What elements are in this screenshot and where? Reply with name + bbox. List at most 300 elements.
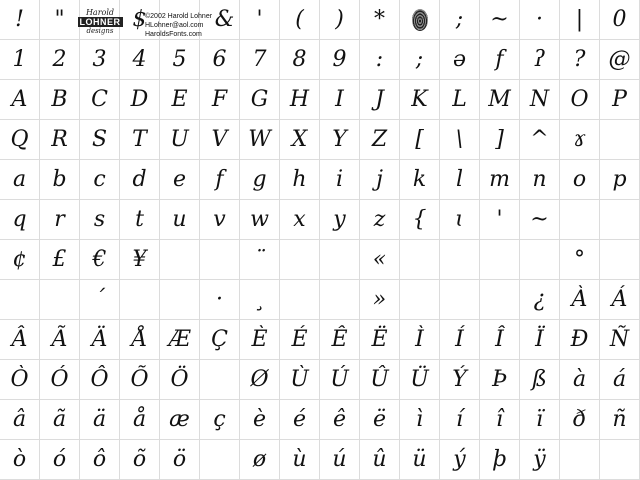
glyph: t xyxy=(135,206,144,232)
glyph-cell xyxy=(560,280,600,320)
glyph: Ô xyxy=(90,366,109,392)
glyph: ° xyxy=(574,246,585,272)
glyph-cell xyxy=(320,240,360,280)
glyph: ¿ xyxy=(533,286,546,312)
glyph-cell xyxy=(440,400,480,440)
glyph-cell xyxy=(120,160,160,200)
glyph-cell xyxy=(360,80,400,120)
glyph-cell xyxy=(440,80,480,120)
glyph: 2 xyxy=(52,46,67,72)
glyph: L xyxy=(452,86,467,112)
glyph: õ xyxy=(132,446,147,472)
glyph: r xyxy=(54,206,65,232)
glyph-cell xyxy=(120,200,160,240)
glyph-cell xyxy=(560,200,600,240)
glyph-cell xyxy=(40,400,80,440)
glyph-cell xyxy=(600,240,640,280)
glyph-cell xyxy=(120,280,160,320)
glyph: ' xyxy=(496,206,503,232)
glyph-cell xyxy=(120,40,160,80)
glyph-cell xyxy=(40,0,80,40)
glyph: Î xyxy=(495,326,504,352)
glyph: ú xyxy=(332,446,347,472)
glyph-cell xyxy=(200,360,240,400)
glyph: k xyxy=(412,166,427,192)
glyph-cell xyxy=(440,200,480,240)
glyph-cell xyxy=(400,160,440,200)
glyph: Â xyxy=(11,326,28,352)
glyph-cell xyxy=(160,320,200,360)
glyph-cell xyxy=(40,240,80,280)
glyph: B xyxy=(51,86,68,112)
glyph: W xyxy=(248,126,271,152)
glyph: A xyxy=(11,86,28,112)
glyph-cell xyxy=(600,160,640,200)
glyph-cell xyxy=(80,280,120,320)
glyph: D xyxy=(130,86,149,112)
glyph: £ xyxy=(52,246,67,272)
glyph-cell xyxy=(400,40,440,80)
glyph: T xyxy=(132,126,147,152)
glyph-cell xyxy=(400,400,440,440)
glyph-cell xyxy=(520,400,560,440)
glyph-cell xyxy=(600,440,640,480)
glyph-cell xyxy=(200,160,240,200)
glyph-cell xyxy=(440,440,480,480)
glyph: è xyxy=(252,406,267,432)
glyph: Ê xyxy=(331,326,348,352)
glyph-cell xyxy=(520,120,560,160)
glyph-cell xyxy=(40,40,80,80)
glyph-cell xyxy=(440,280,480,320)
glyph-cell xyxy=(480,360,520,400)
glyph-cell xyxy=(240,400,280,440)
glyph-cell xyxy=(240,440,280,480)
glyph: 5 xyxy=(172,46,187,72)
glyph: | xyxy=(575,6,584,32)
copyright-text: ©2002 Harold Lohner xyxy=(145,13,213,20)
glyph: þ xyxy=(492,446,507,472)
glyph-cell xyxy=(80,360,120,400)
glyph: ÿ xyxy=(533,446,546,472)
logo-line-1: Harold xyxy=(85,8,115,17)
glyph-cell xyxy=(0,320,40,360)
glyph-cell xyxy=(320,160,360,200)
glyph: ɤ xyxy=(573,126,586,152)
glyph: G xyxy=(250,86,269,112)
glyph-cell xyxy=(160,400,200,440)
glyph: J xyxy=(375,86,384,112)
glyph-cell xyxy=(520,440,560,480)
glyph-cell xyxy=(80,40,120,80)
glyph-cell xyxy=(480,120,520,160)
glyph-cell xyxy=(520,320,560,360)
glyph-cell xyxy=(440,320,480,360)
glyph-cell xyxy=(400,360,440,400)
glyph-cell xyxy=(400,280,440,320)
glyph-cell xyxy=(320,320,360,360)
glyph-cell xyxy=(40,280,80,320)
glyph-cell xyxy=(560,0,600,40)
glyph-cell xyxy=(440,360,480,400)
glyph-cell xyxy=(320,400,360,440)
glyph-cell xyxy=(240,80,280,120)
glyph: \ xyxy=(455,126,464,152)
glyph-cell xyxy=(360,440,400,480)
glyph: Ñ xyxy=(609,326,630,352)
glyph-cell xyxy=(480,320,520,360)
glyph: ø xyxy=(252,446,267,472)
glyph-cell xyxy=(0,200,40,240)
glyph: Þ xyxy=(492,366,507,392)
glyph-cell xyxy=(280,400,320,440)
glyph: a xyxy=(12,166,27,192)
glyph: [ xyxy=(415,126,424,152)
glyph: C xyxy=(91,86,108,112)
glyph: v xyxy=(213,206,226,232)
glyph: ] xyxy=(495,126,504,152)
fingerprint-icon xyxy=(412,9,428,31)
glyph-cell xyxy=(0,80,40,120)
glyph: y xyxy=(333,206,346,232)
glyph: Û xyxy=(370,366,389,392)
glyph-cell xyxy=(240,200,280,240)
glyph-cell xyxy=(200,80,240,120)
glyph-cell xyxy=(80,160,120,200)
glyph: 8 xyxy=(292,46,307,72)
glyph-cell xyxy=(560,160,600,200)
glyph: Ì xyxy=(415,326,424,352)
glyph: Ù xyxy=(290,366,309,392)
glyph-cell xyxy=(160,200,200,240)
glyph-cell xyxy=(0,0,40,40)
glyph: c xyxy=(93,166,106,192)
glyph: { xyxy=(412,206,427,232)
glyph-cell xyxy=(360,240,400,280)
glyph: € xyxy=(92,246,107,272)
glyph-cell xyxy=(400,440,440,480)
glyph: 7 xyxy=(252,46,267,72)
glyph: ð xyxy=(572,406,587,432)
glyph: ʔ xyxy=(533,46,546,72)
glyph-cell xyxy=(200,40,240,80)
glyph-cell xyxy=(360,0,400,40)
glyph-cell xyxy=(480,440,520,480)
glyph-cell xyxy=(160,40,200,80)
glyph-cell xyxy=(600,120,640,160)
glyph-cell xyxy=(560,320,600,360)
email-text: HLohner@aol.com xyxy=(145,22,204,29)
glyph-cell xyxy=(600,40,640,80)
glyph-cell xyxy=(160,160,200,200)
glyph-cell xyxy=(120,320,160,360)
glyph: K xyxy=(411,86,428,112)
glyph-cell xyxy=(240,280,280,320)
glyph: ) xyxy=(335,6,344,32)
glyph-cell xyxy=(480,0,520,40)
glyph: Ø xyxy=(250,366,269,392)
glyph: » xyxy=(372,286,387,312)
glyph-cell xyxy=(400,120,440,160)
glyph-cell xyxy=(480,40,520,80)
glyph: : xyxy=(375,46,384,72)
glyph: ¨ xyxy=(254,246,265,272)
glyph-cell xyxy=(600,280,640,320)
glyph: Y xyxy=(332,126,347,152)
glyph-cell xyxy=(360,360,400,400)
glyph: È xyxy=(251,326,268,352)
glyph-cell xyxy=(120,240,160,280)
glyph-cell xyxy=(600,200,640,240)
glyph-cell xyxy=(360,320,400,360)
glyph-cell xyxy=(440,160,480,200)
glyph: ë xyxy=(372,406,387,432)
glyph-cell xyxy=(280,360,320,400)
glyph: â xyxy=(12,406,27,432)
glyph: · xyxy=(536,6,543,32)
glyph: ¢ xyxy=(12,246,27,272)
glyph-cell xyxy=(560,360,600,400)
glyph: m xyxy=(489,166,510,192)
glyph-cell xyxy=(520,80,560,120)
glyph-cell xyxy=(520,280,560,320)
glyph: p xyxy=(612,166,627,192)
glyph: ə xyxy=(452,46,467,72)
glyph-cell xyxy=(560,400,600,440)
glyph-cell xyxy=(280,240,320,280)
glyph: M xyxy=(488,86,511,112)
glyph: h xyxy=(292,166,307,192)
glyph: & xyxy=(214,6,235,32)
glyph: í xyxy=(455,406,464,432)
glyph: u xyxy=(172,206,187,232)
glyph-cell xyxy=(160,280,200,320)
glyph: é xyxy=(292,406,307,432)
glyph: ? xyxy=(573,46,586,72)
glyph: z xyxy=(373,206,386,232)
glyph: ì xyxy=(415,406,424,432)
glyph-cell xyxy=(0,40,40,80)
glyph: Õ xyxy=(130,366,149,392)
glyph: ê xyxy=(332,406,347,432)
glyph: 3 xyxy=(92,46,107,72)
glyph: Ö xyxy=(170,366,189,392)
glyph: * xyxy=(374,6,385,32)
glyph-cell xyxy=(200,440,240,480)
glyph: f xyxy=(495,46,504,72)
glyph-cell xyxy=(320,280,360,320)
logo-line-2: LOHNER xyxy=(79,17,121,27)
glyph-cell xyxy=(320,360,360,400)
glyph: H xyxy=(289,86,310,112)
glyph: Ü xyxy=(410,366,429,392)
glyph-cell xyxy=(160,360,200,400)
glyph-cell xyxy=(400,200,440,240)
glyph-cell xyxy=(600,360,640,400)
glyph: x xyxy=(293,206,306,232)
glyph: Á xyxy=(611,286,628,312)
glyph-cell xyxy=(320,120,360,160)
glyph: j xyxy=(376,166,383,192)
glyph: ~ xyxy=(530,206,549,232)
glyph: ã xyxy=(52,406,67,432)
glyph-cell xyxy=(120,400,160,440)
glyph: à xyxy=(572,366,587,392)
glyph: ô xyxy=(92,446,107,472)
glyph-cell xyxy=(40,160,80,200)
glyph-cell xyxy=(160,120,200,160)
glyph-cell xyxy=(440,0,480,40)
glyph-cell xyxy=(400,320,440,360)
glyph-cell xyxy=(320,80,360,120)
glyph-cell xyxy=(280,40,320,80)
glyph-cell xyxy=(560,240,600,280)
glyph-cell xyxy=(480,400,520,440)
glyph-cell xyxy=(400,80,440,120)
glyph: É xyxy=(291,326,308,352)
glyph-cell xyxy=(160,240,200,280)
glyph: $ xyxy=(132,6,147,32)
glyph-cell xyxy=(80,120,120,160)
glyph: ï xyxy=(535,406,544,432)
glyph-cell xyxy=(240,160,280,200)
glyph-cell xyxy=(280,200,320,240)
glyph-cell xyxy=(320,440,360,480)
glyph: Ý xyxy=(452,366,467,392)
glyph: I xyxy=(335,86,344,112)
glyph-cell xyxy=(240,40,280,80)
glyph-cell xyxy=(520,40,560,80)
glyph-cell xyxy=(280,0,320,40)
glyph-cell xyxy=(40,320,80,360)
glyph-cell xyxy=(80,240,120,280)
glyph: á xyxy=(612,366,627,392)
glyph-cell xyxy=(560,40,600,80)
glyph: l xyxy=(455,166,464,192)
glyph-cell xyxy=(200,200,240,240)
glyph-cell xyxy=(320,40,360,80)
glyph-cell xyxy=(560,120,600,160)
glyph: ä xyxy=(92,406,107,432)
glyph: Ç xyxy=(211,326,228,352)
glyph-cell xyxy=(560,440,600,480)
glyph-cell xyxy=(240,360,280,400)
glyph: 9 xyxy=(332,46,347,72)
glyph-cell xyxy=(0,280,40,320)
glyph: Ï xyxy=(535,326,544,352)
glyph: E xyxy=(171,86,188,112)
logo-line-3: designs xyxy=(86,27,114,35)
glyph-cell xyxy=(440,240,480,280)
glyph-cell xyxy=(520,240,560,280)
glyph: F xyxy=(211,86,228,112)
glyph: ý xyxy=(453,446,466,472)
glyph-cell xyxy=(200,240,240,280)
glyph: Í xyxy=(455,326,464,352)
glyph: ß xyxy=(532,366,547,392)
glyph: ó xyxy=(52,446,67,472)
glyph: « xyxy=(372,246,387,272)
glyph-cell xyxy=(80,200,120,240)
glyph: e xyxy=(172,166,187,192)
glyph: Ä xyxy=(91,326,108,352)
glyph: 1 xyxy=(12,46,27,72)
glyph-cell xyxy=(40,200,80,240)
glyph-cell xyxy=(240,240,280,280)
glyph-cell xyxy=(520,360,560,400)
glyph: V xyxy=(211,126,228,152)
glyph: i xyxy=(335,166,344,192)
glyph-cell xyxy=(480,240,520,280)
glyph-cell xyxy=(40,360,80,400)
glyph-cell xyxy=(280,280,320,320)
glyph-cell xyxy=(240,320,280,360)
glyph-cell xyxy=(0,440,40,480)
glyph-cell xyxy=(480,280,520,320)
glyph: 0 xyxy=(612,6,627,32)
glyph: ^ xyxy=(530,126,549,152)
glyph-cell xyxy=(440,120,480,160)
glyph: ; xyxy=(415,46,424,72)
glyph-cell xyxy=(320,0,360,40)
glyph: ~ xyxy=(490,6,509,32)
glyph: R xyxy=(51,126,68,152)
glyph-cell xyxy=(80,80,120,120)
glyph: ( xyxy=(295,6,304,32)
glyph: w xyxy=(250,206,269,232)
glyph: Ã xyxy=(51,326,68,352)
glyph: N xyxy=(529,86,550,112)
glyph-cell xyxy=(360,280,400,320)
glyph-cell xyxy=(200,280,240,320)
glyph-cell xyxy=(200,400,240,440)
glyph-cell xyxy=(40,440,80,480)
glyph-cell xyxy=(0,400,40,440)
glyph-cell xyxy=(280,160,320,200)
glyph: 6 xyxy=(212,46,227,72)
glyph: Å xyxy=(131,326,148,352)
glyph: " xyxy=(54,6,65,32)
glyph: Q xyxy=(10,126,29,152)
glyph: ò xyxy=(12,446,27,472)
website-text: HaroldsFonts.com xyxy=(145,31,202,38)
glyph-cell xyxy=(80,400,120,440)
glyph-cell xyxy=(40,120,80,160)
glyph: d xyxy=(132,166,147,192)
glyph-cell xyxy=(600,80,640,120)
glyph-cell xyxy=(400,0,440,40)
glyph-cell xyxy=(40,80,80,120)
glyph-cell xyxy=(360,400,400,440)
glyph: b xyxy=(52,166,67,192)
glyph: Ð xyxy=(570,326,589,352)
glyph-cell xyxy=(0,360,40,400)
glyph-cell xyxy=(0,240,40,280)
glyph-cell xyxy=(400,240,440,280)
glyph: q xyxy=(12,206,27,232)
glyph-cell xyxy=(160,80,200,120)
glyph-cell xyxy=(520,160,560,200)
glyph-cell xyxy=(280,320,320,360)
glyph-cell xyxy=(200,320,240,360)
glyph: Ú xyxy=(330,366,349,392)
glyph-cell xyxy=(320,200,360,240)
glyph: î xyxy=(495,406,504,432)
glyph: ñ xyxy=(612,406,627,432)
glyph-cell xyxy=(120,80,160,120)
glyph-cell xyxy=(0,160,40,200)
glyph-cell xyxy=(360,40,400,80)
